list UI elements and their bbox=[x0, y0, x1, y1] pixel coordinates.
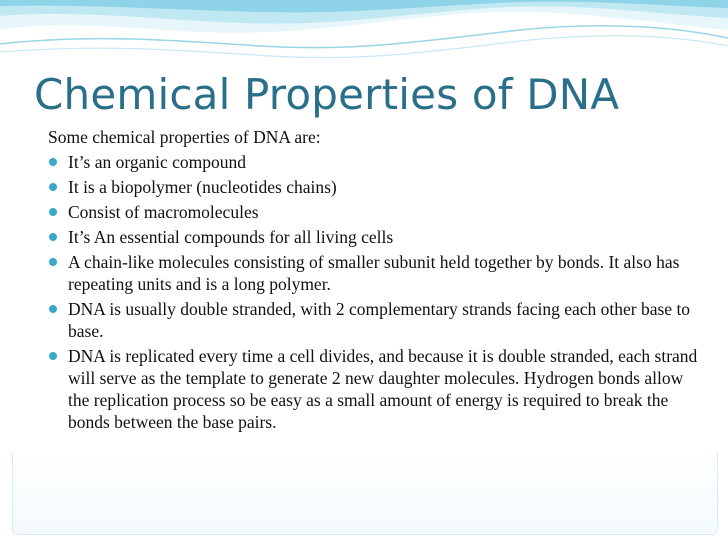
list-item-text: Consist of macromolecules bbox=[68, 202, 259, 222]
bottom-frame-decoration bbox=[12, 452, 718, 535]
intro-text: Some chemical properties of DNA are: bbox=[48, 127, 321, 147]
bullet-icon bbox=[49, 158, 57, 166]
wave-line-1 bbox=[0, 26, 728, 48]
list-item bbox=[48, 298, 698, 342]
list-item-text: DNA is usually double stranded, with 2 complementary strands facing each other base to base. bbox=[68, 299, 691, 341]
list-item bbox=[48, 176, 698, 198]
list-item-text: It is a biopolymer (nucleotides chains) bbox=[68, 177, 337, 197]
bullet-icon bbox=[49, 258, 57, 266]
bullet-icon bbox=[49, 233, 57, 241]
list-item bbox=[48, 201, 698, 223]
slide-content bbox=[48, 126, 698, 436]
bullet-icon bbox=[49, 208, 57, 216]
bullet-icon bbox=[49, 183, 57, 191]
list-item bbox=[48, 251, 698, 295]
bullet-list bbox=[48, 151, 698, 433]
list-item bbox=[48, 151, 698, 173]
list-item-text: It’s an organic compound bbox=[68, 152, 247, 172]
bullet-icon bbox=[49, 305, 57, 313]
list-item bbox=[48, 226, 698, 248]
list-item-text: DNA is replicated every time a cell divides, and because it is double stranded, each strand will serve as the template to generate 2 new daughter molecules. Hydrogen bonds allow the replication process so be easy as a small amount of energy is required to break the bonds between the base pairs. bbox=[68, 346, 698, 432]
bullet-icon bbox=[49, 352, 57, 360]
list-item bbox=[48, 345, 698, 433]
list-item-text: A chain-like molecules consisting of smaller subunit held together by bonds. It also has repeating units and is a long polymer. bbox=[68, 252, 680, 294]
list-item-text: It’s An essential compounds for all living cells bbox=[68, 227, 394, 247]
slide-title: Chemical Properties of DNA bbox=[34, 70, 620, 119]
